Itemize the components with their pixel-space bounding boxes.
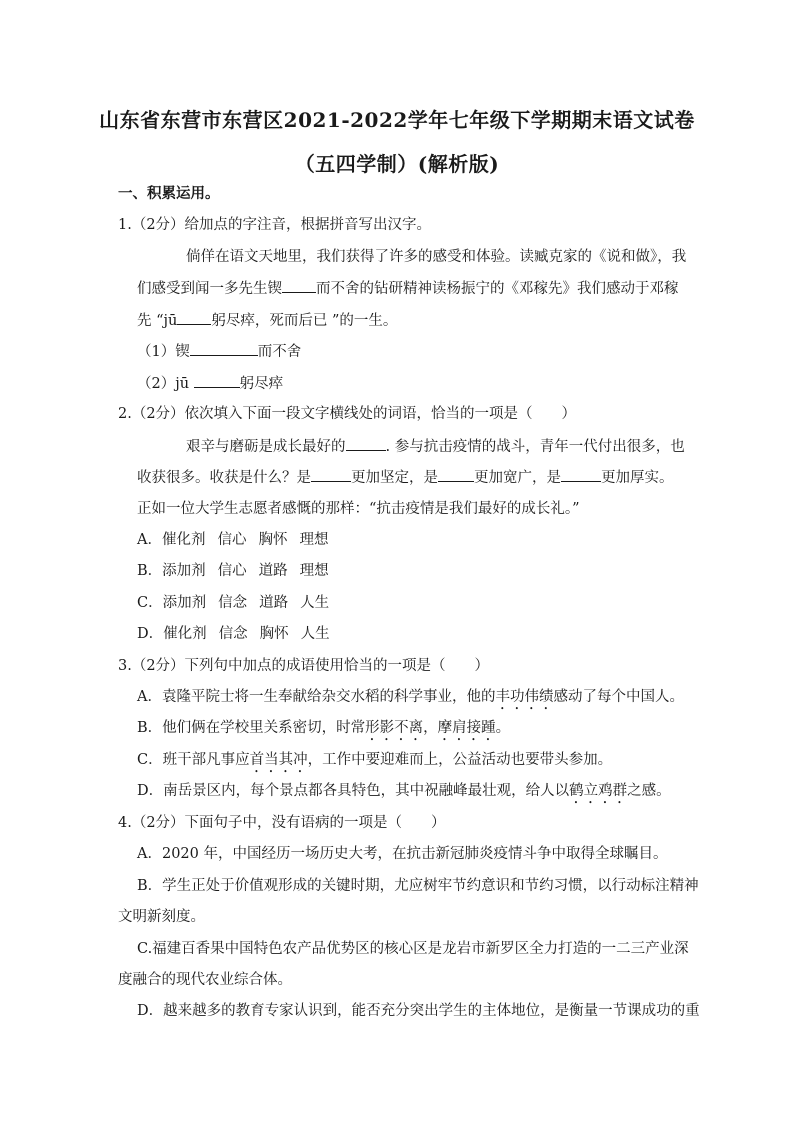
q1-stem: 1.（2分）给加点的字注音，根据拼音写出汉字。 (118, 217, 432, 233)
q3-b-idiom2: 摩肩接踵 (437, 720, 496, 736)
q3-d-idiom: 鹤立鸡群 (569, 783, 628, 799)
q2-b-w3: 理想 (299, 563, 329, 579)
q3-a-text1: A．袁隆平院士将一生奉献给杂交水稻的科学事业，他的 (137, 689, 496, 705)
q2-p2a: 收获很多。收获是什么？是 (137, 470, 311, 486)
q2-c-label: C．添加剂 (137, 595, 207, 611)
q2-p1a: 艰辛与磨砺是成长最好的 (186, 439, 346, 455)
q2-p2b: 更加坚定，是 (351, 470, 438, 486)
q2-para-line1 (186, 436, 685, 457)
q2-d-w2: 胸怀 (259, 626, 289, 642)
q2-para-line3: 正如一位大学生志愿者感慨的那样：“抗击疫情是我们最好的成长礼。” (137, 501, 580, 517)
q3-a-text2: 感动了每个中国人。 (553, 689, 684, 705)
q3-d-text1: D．南岳景区内，每个景点都各具特色，其中祝融峰最壮观，给人以 (137, 783, 570, 799)
section-heading: 一、积累运用。 (118, 185, 220, 202)
q3-option-a[interactable] (137, 687, 684, 713)
q3-b-text1: B．他们俩在学校里关系密切，时常 (137, 720, 366, 736)
q1-answer-2[interactable] (194, 373, 240, 388)
q4-option-c-line1[interactable]: C.福建百香果中国特色农产品优势区的核心区是龙岩市新罗区全力打造的一二三产业深 (137, 941, 689, 957)
q2-b-label: B．添加剂 (137, 563, 206, 579)
q1-para-line2 (137, 278, 679, 299)
q2-c-w1: 信念 (218, 595, 248, 611)
q3-d-text2: 之感。 (627, 783, 671, 799)
page-title: 山东省东营市东营区2021-2022学年七年级下学期期末语文试卷 (99, 108, 695, 132)
q2-p2c: 更加宽广，是 (474, 470, 561, 486)
q3-option-b[interactable] (137, 718, 510, 744)
q2-a-w3: 理想 (299, 532, 329, 548)
q3-a-idiom: 丰功伟绩 (495, 689, 554, 705)
q2-b-w2: 道路 (258, 563, 288, 579)
q3-stem: 3.（2分）下列句中加点的成语使用恰当的一项是（ ） (118, 658, 490, 674)
q4-option-b-line2: 文明新刻度。 (118, 909, 205, 925)
q2-option-c[interactable] (137, 593, 329, 613)
q3-option-d[interactable] (137, 781, 671, 807)
q4-option-c-line2: 度融合的现代农业综合体。 (118, 972, 292, 988)
q3-b-end: 。 (495, 720, 511, 736)
q2-blank-2[interactable] (311, 467, 351, 482)
q1-p2b: 而不舍的钻研精神读杨振宁的《邓稼先》我们感动于邓稼 (316, 281, 679, 297)
q1-sub2 (137, 373, 283, 394)
q2-a-w2: 胸怀 (258, 532, 288, 548)
q2-c-w3: 人生 (300, 595, 330, 611)
q2-a-w1: 信心 (217, 532, 247, 548)
q3-option-c[interactable] (137, 750, 612, 776)
q1-blank-1[interactable] (282, 278, 316, 293)
q2-blank-1[interactable] (346, 436, 386, 451)
q2-c-w2: 道路 (259, 595, 289, 611)
q4-option-a[interactable]: A．2020 年，中国经历一场历史大考，在抗击新冠肺炎疫情斗争中取得全球瞩目。 (137, 846, 668, 862)
q2-d-w1: 信念 (218, 626, 248, 642)
q2-option-a[interactable] (137, 530, 328, 550)
q2-stem: 2.（2分）依次填入下面一段文字横线处的词语，恰当的一项是（ ） (118, 406, 577, 422)
q1-sub1 (137, 341, 301, 362)
q2-b-w1: 信心 (217, 563, 247, 579)
q4-stem: 4.（2分）下面句子中，没有语病的一项是（ ） (118, 815, 446, 831)
q2-p2d: 更加厚实。 (601, 470, 674, 486)
q3-b-comma: ， (423, 720, 438, 736)
q1-blank-2[interactable] (177, 310, 211, 325)
q3-b-idiom1: 形影不离 (365, 720, 424, 736)
q1-s1b: 而不舍 (257, 344, 302, 360)
q1-p3b: 躬尽瘁，死而后已 ”的一生。 (211, 313, 398, 329)
q1-s1a: （1）锲 (137, 344, 190, 360)
q2-option-b[interactable] (137, 561, 329, 581)
q1-s2b: 躬尽瘁 (239, 376, 284, 392)
q2-p1b: . 参与抗击疫情的战斗，青年一代付出很多，也 (385, 439, 685, 455)
q2-d-label: D．催化剂 (137, 626, 207, 642)
q1-para-line1: 倘佯在语文天地里，我们获得了许多的感受和体验。读臧克家的《说和做》，我 (186, 249, 687, 265)
q2-blank-3[interactable] (438, 467, 474, 482)
q3-c-text2: ，工作中要迎难而上，公益活动也要带头参加。 (307, 752, 613, 768)
q2-option-d[interactable] (137, 624, 330, 644)
q2-d-w3: 人生 (300, 626, 330, 642)
q4-option-b-line1[interactable]: B．学生正处于价值观形成的关键时期，尤应树牢节约意识和节约习惯，以行动标注精神 (137, 878, 699, 894)
q1-p2a: 们感受到闻一多先生锲 (137, 281, 282, 297)
q2-blank-4[interactable] (561, 467, 601, 482)
q4-option-d-line1[interactable]: D．越来越多的教育专家认识到，能否充分突出学生的主体地位，是衡量一节课成功的重 (137, 1003, 700, 1019)
q2-para-line2 (137, 467, 674, 488)
q2-a-label: A．催化剂 (137, 532, 206, 548)
q1-s2a: （2）jū (137, 376, 194, 392)
q1-p3a: 先 “jū (137, 313, 178, 329)
q3-c-text1: C．班干部凡事应 (137, 752, 250, 768)
q1-answer-1[interactable] (190, 341, 258, 356)
q1-para-line3 (137, 310, 397, 331)
q3-c-idiom: 首当其冲 (249, 752, 308, 768)
page-subtitle: （五四学制）(解析版) (294, 152, 500, 176)
